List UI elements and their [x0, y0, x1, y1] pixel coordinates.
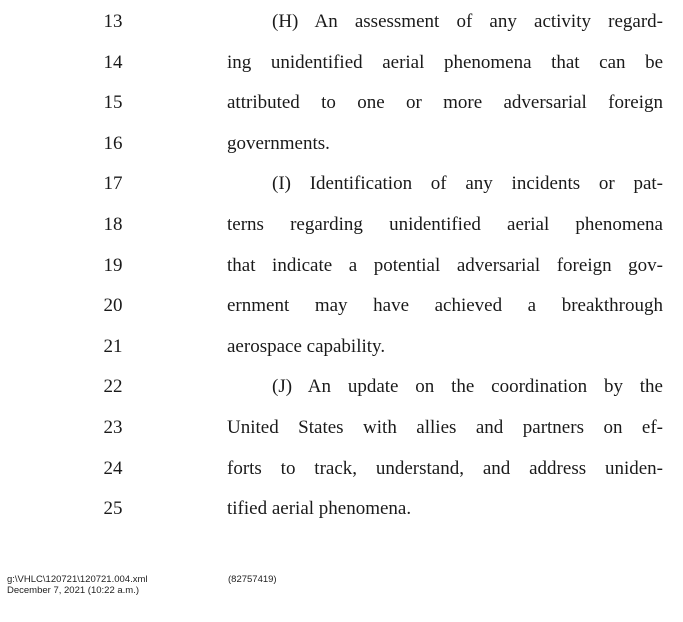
- line-text: (H) An assessment of any activity regard-: [272, 11, 663, 32]
- line-number: 23: [103, 417, 123, 438]
- footer-date: December 7, 2021 (10:22 a.m.): [7, 585, 140, 596]
- document-line: [0, 375, 683, 415]
- line-number: 25: [103, 498, 123, 520]
- footer-code: (82757419): [228, 574, 277, 585]
- line-text: tified aerial phenomena.: [227, 498, 412, 520]
- footer-file-path: g:\VHLC\120721\120721.004.xml: [7, 574, 148, 585]
- document-line: [0, 254, 683, 294]
- line-number: 18: [103, 214, 123, 235]
- document-line: [0, 91, 683, 131]
- document-line: [0, 457, 683, 497]
- line-number: 15: [103, 92, 123, 114]
- line-text: terns regarding unidentified aerial phenomena: [227, 214, 663, 235]
- line-text: that indicate a potential adversarial foreign gov-: [227, 254, 663, 276]
- document-line: [0, 10, 683, 50]
- document-line: [0, 51, 683, 91]
- line-text: governments.: [227, 132, 330, 154]
- document-line: [0, 172, 683, 212]
- line-number: 19: [103, 254, 123, 276]
- line-text: forts to track, understand, and address uniden-: [227, 457, 663, 479]
- line-text: attributed to one or more adversarial foreign: [227, 92, 663, 114]
- line-number: 13: [103, 11, 123, 32]
- line-text: ernment may have achieved a breakthrough: [227, 295, 663, 317]
- line-number: 16: [103, 132, 123, 154]
- line-text: (I) Identification of any incidents or pat-: [272, 173, 663, 195]
- document-line: [0, 213, 683, 253]
- line-text: United States with allies and partners on ef-: [227, 417, 663, 438]
- line-text: aerospace capability.: [227, 335, 386, 357]
- line-number: 21: [103, 335, 123, 357]
- document-line: [0, 294, 683, 334]
- document-line: [0, 416, 683, 456]
- document-line: [0, 132, 683, 172]
- line-number: 22: [103, 376, 123, 398]
- document-line: [0, 335, 683, 375]
- line-number: 24: [103, 457, 123, 479]
- line-number: 20: [103, 295, 123, 317]
- line-text: (J) An update on the coordination by the: [272, 376, 663, 398]
- document-line: [0, 497, 683, 537]
- line-text: ing unidentified aerial phenomena that can be: [227, 51, 663, 73]
- line-number: 17: [103, 173, 123, 195]
- line-number: 14: [103, 51, 123, 73]
